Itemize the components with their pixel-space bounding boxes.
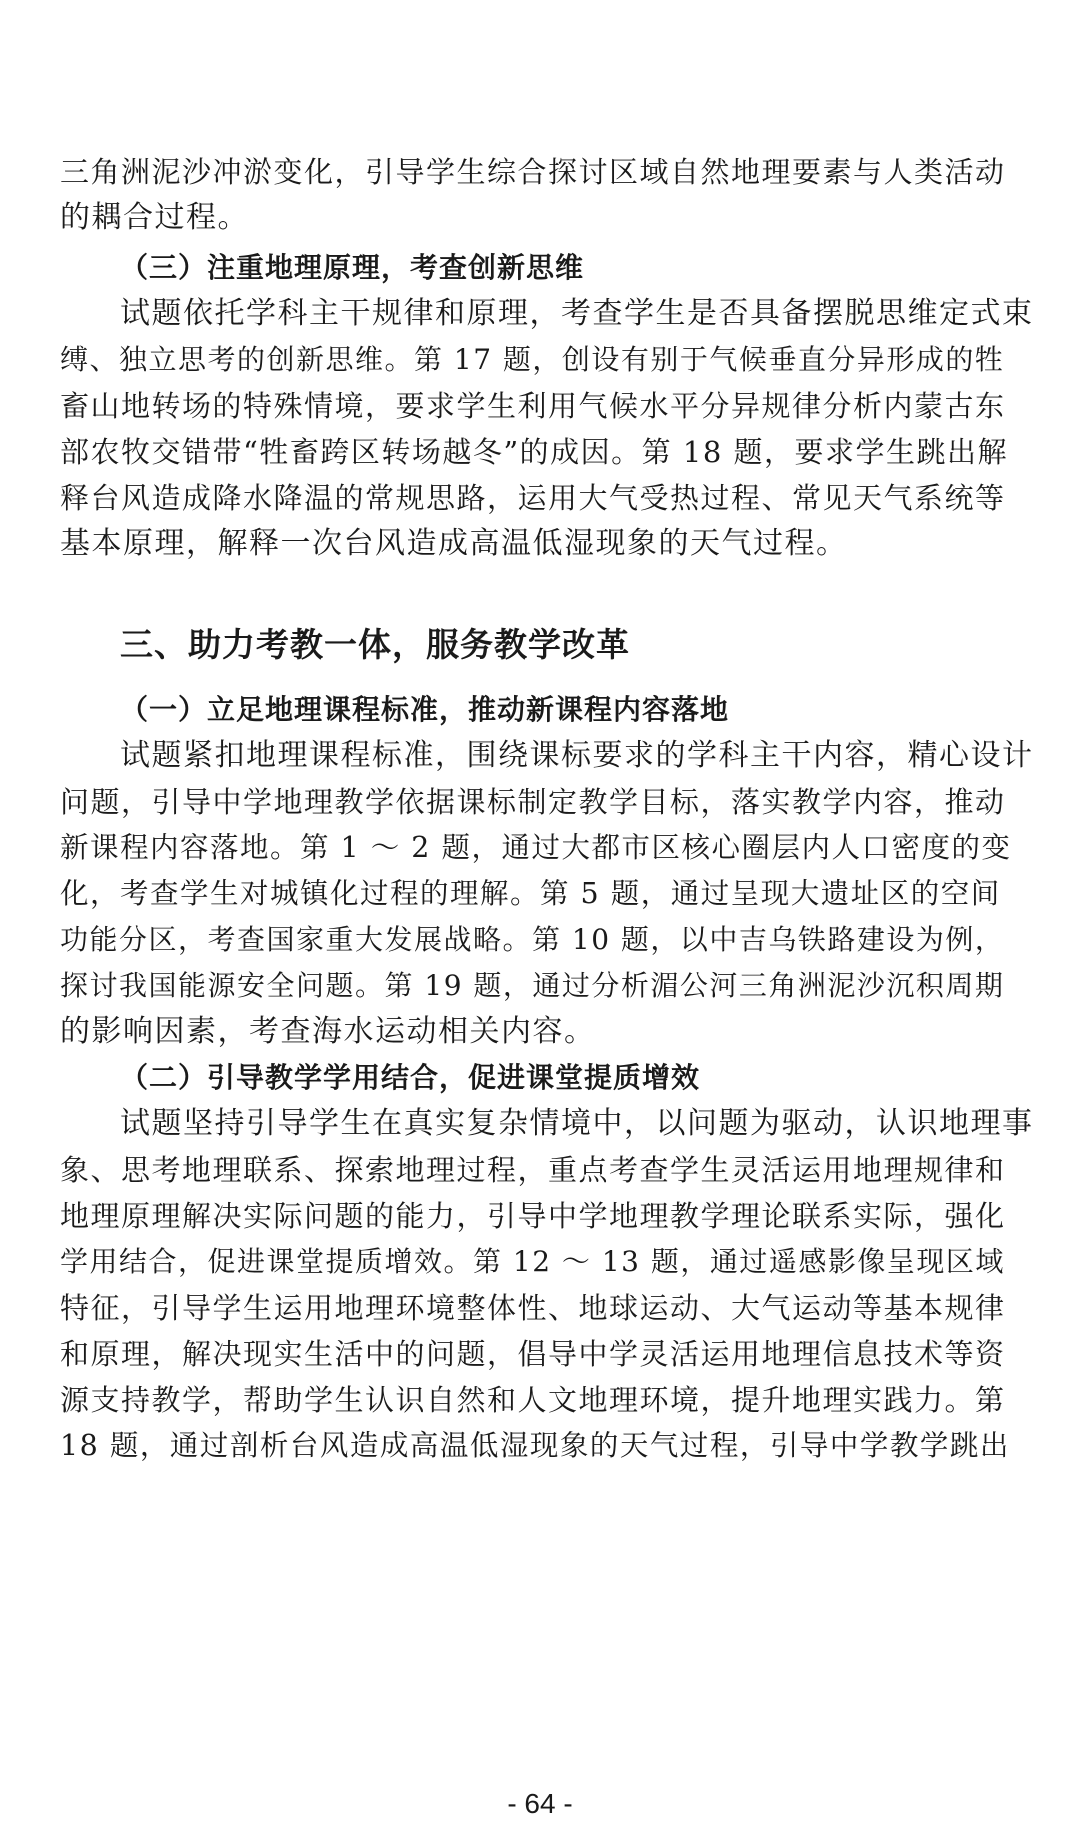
paragraph-line: 试题依托学科主干规律和原理，考查学生是否具备摆脱思维定式束 bbox=[120, 296, 1034, 331]
paragraph-line: 化，考查学生对城镇化过程的理解。第 5 题，通过呈现大遗址区的空间 bbox=[60, 877, 1001, 910]
paragraph-line: 象、思考地理联系、探索地理过程，重点考查学生灵活运用地理规律和 bbox=[60, 1153, 1006, 1187]
paragraph-line: 特征，引导学生运用地理环境整体性、地球运动、大气运动等基本规律 bbox=[60, 1291, 1006, 1325]
paragraph-line: 试题紧扣地理课程标准，围绕课标要求的学科主干内容，精心设计 bbox=[120, 738, 1034, 773]
section-heading: 三、助力考教一体，服务教学改革 bbox=[120, 625, 630, 664]
paragraph-line: 试题坚持引导学生在真实复杂情境中，以问题为驱动，认识地理事 bbox=[120, 1106, 1034, 1141]
subsection-heading: （三）注重地理原理，考查创新思维 bbox=[120, 251, 585, 284]
paragraph-line: 问题，引导中学地理教学依据课标制定教学目标，落实教学内容，推动 bbox=[60, 785, 1006, 819]
subsection-heading: （二）引导教学学用结合，促进课堂提质增效 bbox=[120, 1061, 701, 1094]
paragraph-line: 新课程内容落地。第 1 ～ 2 题，通过大都市区核心圈层内人口密度的变 bbox=[60, 831, 1012, 864]
paragraph-line: 的影响因素，考查海水运动相关内容。 bbox=[60, 1014, 596, 1049]
paragraph-line: 三角洲泥沙冲淤变化，引导学生综合探讨区域自然地理要素与人类活动 bbox=[60, 155, 1006, 189]
paragraph-line: 基本原理，解释一次台风造成高温低湿现象的天气过程。 bbox=[60, 526, 848, 561]
paragraph-line: 释台风造成降水降温的常规思路，运用大气受热过程、常见天气系统等 bbox=[60, 481, 1006, 515]
paragraph-line: 地理原理解决实际问题的能力，引导中学地理教学理论联系实际，强化 bbox=[60, 1199, 1006, 1233]
page-number: - 64 - bbox=[507, 1788, 573, 1819]
paragraph-line: 学用结合，促进课堂提质增效。第 12 ～ 13 题，通过遥感影像呈现区域 bbox=[60, 1245, 1005, 1278]
paragraph-line: 畜山地转场的特殊情境，要求学生利用气候水平分异规律分析内蒙古东 bbox=[60, 389, 1006, 423]
paragraph-line: 功能分区，考查国家重大发展战略。第 10 题，以中吉乌铁路建设为例， bbox=[60, 923, 1005, 956]
paragraph-line: 源支持教学，帮助学生认识自然和人文地理环境，提升地理实践力。第 bbox=[60, 1383, 1006, 1417]
paragraph-line: 缚、独立思考的创新思维。第 17 题，创设有别于气候垂直分异形成的牲 bbox=[60, 343, 1005, 376]
paragraph-line: 部农牧交错带“牲畜跨区转场越冬”的成因。第 18 题，要求学生跳出解 bbox=[60, 435, 1008, 469]
paragraph-line: 的耦合过程。 bbox=[60, 200, 249, 235]
subsection-heading: （一）立足地理课程标准，推动新课程内容落地 bbox=[120, 693, 730, 726]
paragraph-line: 18 题，通过剖析台风造成高温低湿现象的天气过程，引导中学教学跳出 bbox=[60, 1429, 1010, 1462]
paragraph-line: 和原理，解决现实生活中的问题，倡导中学灵活运用地理信息技术等资 bbox=[60, 1337, 1006, 1371]
paragraph-line: 探讨我国能源安全问题。第 19 题，通过分析湄公河三角洲泥沙沉积周期 bbox=[60, 969, 1005, 1002]
